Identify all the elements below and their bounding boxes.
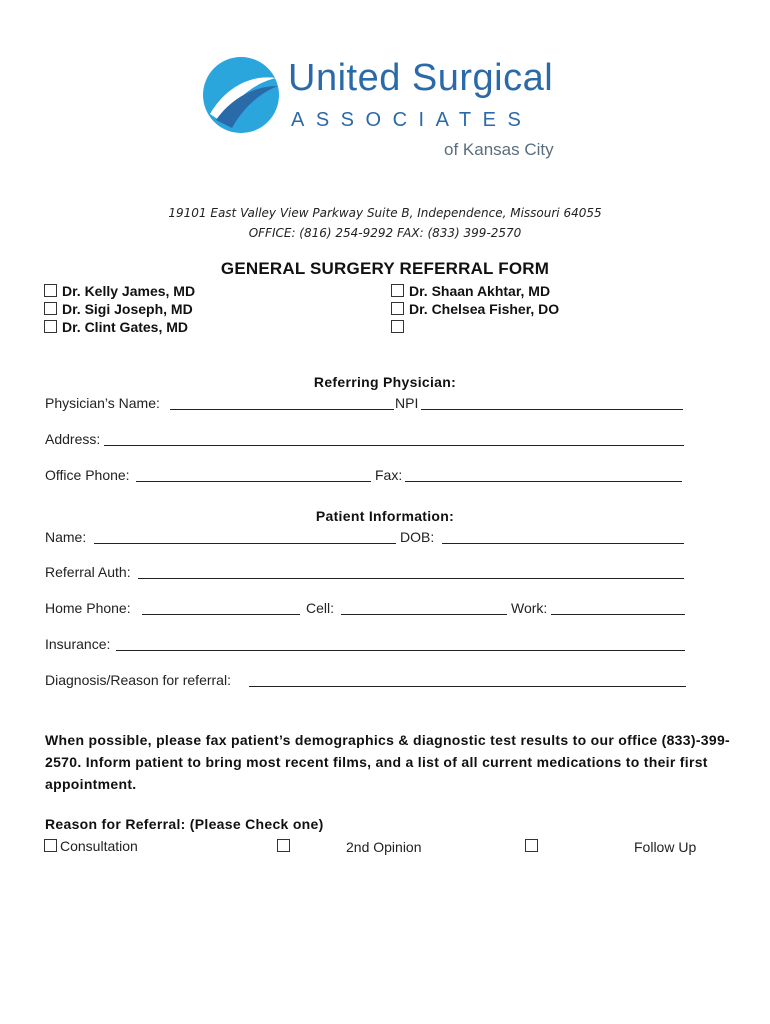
reason-label-follow-up: Follow Up	[634, 839, 697, 855]
doctor-option-chelsea-fisher[interactable]	[391, 300, 559, 318]
fax-field[interactable]	[405, 481, 682, 482]
checkbox[interactable]	[525, 839, 538, 852]
reason-option-consultation[interactable]	[44, 837, 138, 855]
patient-information-heading: Patient Information:	[315, 508, 455, 524]
referral-auth-label: Referral Auth:	[45, 564, 131, 580]
checkbox[interactable]	[44, 284, 57, 297]
office-contact: OFFICE: (816) 254-9292 FAX: (833) 399-2570	[248, 226, 522, 240]
home-phone-field[interactable]	[142, 614, 300, 615]
physician-name-field[interactable]	[170, 409, 394, 410]
office-phone-field[interactable]	[136, 481, 371, 482]
doctor-option-blank[interactable]	[391, 318, 409, 336]
cell-label: Cell:	[306, 600, 335, 616]
doctor-label: Dr. Clint Gates, MD	[62, 319, 189, 335]
office-address: 19101 East Valley View Parkway Suite B, Independence, Missouri 64055	[168, 206, 602, 220]
logo-location: of Kansas City	[444, 140, 554, 159]
work-label: Work:	[511, 600, 548, 616]
physician-name-label: Physician’s Name:	[45, 395, 160, 411]
referring-physician-heading: Referring Physician:	[313, 374, 457, 390]
instructions-note: When possible, please fax patient’s demographics & diagnostic test results to our office (833)-399-2570. Inform patient to bring most recent films, and a list of all current medications to their first appointment.	[45, 732, 730, 792]
dob-field[interactable]	[442, 543, 684, 544]
reason-checkbox-follow-up[interactable]	[525, 837, 543, 855]
logo-title: United Surgical	[288, 57, 554, 99]
office-phone-label: Office Phone:	[45, 467, 130, 483]
cell-field[interactable]	[341, 614, 507, 615]
checkbox[interactable]	[44, 320, 57, 333]
doctor-label: Dr. Kelly James, MD	[62, 283, 196, 299]
patient-name-label: Name:	[45, 529, 87, 545]
insurance-field[interactable]	[116, 650, 685, 651]
checkbox[interactable]	[391, 284, 404, 297]
address-field[interactable]	[104, 445, 684, 446]
patient-name-field[interactable]	[94, 543, 396, 544]
doctor-option-shaan-akhtar[interactable]	[391, 282, 550, 300]
reason-label-second-opinion: 2nd Opinion	[346, 839, 422, 855]
checkbox[interactable]	[391, 320, 404, 333]
option-label: Consultation	[60, 838, 138, 854]
doctor-label: Dr. Sigi Joseph, MD	[62, 301, 193, 317]
fax-label: Fax:	[375, 467, 403, 483]
doctor-option-sigi-joseph[interactable]	[44, 300, 193, 318]
reason-heading: Reason for Referral: (Please Check one)	[45, 816, 324, 832]
form-title: GENERAL SURGERY REFERRAL FORM	[220, 259, 550, 278]
checkbox[interactable]	[391, 302, 404, 315]
doctor-label: Dr. Shaan Akhtar, MD	[409, 283, 551, 299]
address-label: Address:	[45, 431, 101, 447]
home-phone-label: Home Phone:	[45, 600, 131, 616]
doctor-option-kelly-james[interactable]	[44, 282, 195, 300]
company-logo-icon	[202, 56, 280, 134]
logo-subtitle: ASSOCIATES	[291, 109, 533, 131]
npi-label: NPI	[395, 395, 419, 411]
checkbox[interactable]	[44, 302, 57, 315]
referral-auth-field[interactable]	[138, 578, 684, 579]
diagnosis-label: Diagnosis/Reason for referral:	[45, 672, 231, 688]
checkbox[interactable]	[44, 839, 57, 852]
reason-checkbox-second-opinion[interactable]	[277, 837, 295, 855]
npi-field[interactable]	[421, 409, 683, 410]
doctor-label: Dr. Chelsea Fisher, DO	[409, 301, 560, 317]
insurance-label: Insurance:	[45, 636, 111, 652]
checkbox[interactable]	[277, 839, 290, 852]
work-field[interactable]	[551, 614, 685, 615]
diagnosis-field[interactable]	[249, 686, 686, 687]
doctor-option-clint-gates[interactable]	[44, 318, 188, 336]
dob-label: DOB:	[400, 529, 435, 545]
